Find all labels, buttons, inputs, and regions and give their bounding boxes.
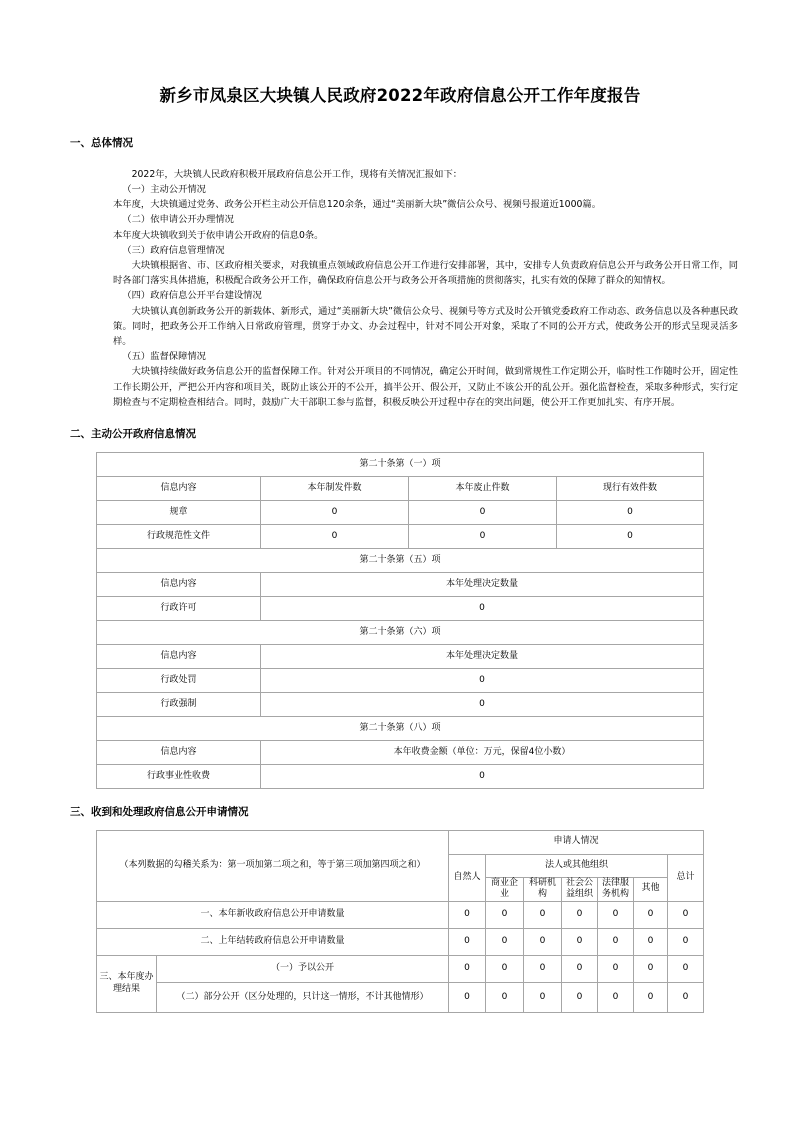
- row-label-admin-fees: 行政事业性收费: [97, 764, 261, 788]
- page-title: 新乡市凤泉区大块镇人民政府2022年政府信息公开工作年度报告: [159, 86, 641, 105]
- applications-table-wrap: [0, 821, 800, 1013]
- cell-value: 0: [562, 928, 598, 955]
- cell-value: 0: [409, 500, 557, 524]
- subsection-1-body: 本年度，大块镇通过党务、政务公开栏主动公开信息120余条，通过“美丽新大块”微信公众号、视频号报道近1000篇。: [113, 199, 601, 211]
- table-row: [97, 955, 704, 982]
- col-header-effective-count: 现行有效件数: [557, 476, 704, 500]
- col-header-info-content: 信息内容: [97, 476, 261, 500]
- row-label-fully-disclosed: （一）予以公开: [157, 955, 449, 982]
- col-header-legal-entity-group: 法人或其他组织: [486, 854, 668, 877]
- subsection-1-title: （一）主动公开情况: [122, 184, 206, 196]
- col-header-public-welfare-org: 社会公益组织: [562, 877, 598, 901]
- table-row: [97, 692, 704, 716]
- col-header-applicant-group: 申请人情况: [449, 830, 704, 854]
- table-row: [97, 982, 704, 1012]
- cell-value: 0: [598, 982, 634, 1012]
- row-label-carried-over-applications: 二、上年结转政府信息公开申请数量: [97, 928, 449, 955]
- cell-value: 0: [261, 524, 409, 548]
- section-heading-overview: 一、总体情况: [70, 137, 133, 150]
- row-label-admin-license: 行政许可: [97, 596, 261, 620]
- cell-value: 0: [486, 901, 524, 928]
- table-row: [97, 764, 704, 788]
- cell-value: 0: [486, 982, 524, 1012]
- col-header-info-content: 信息内容: [97, 644, 261, 668]
- cell-value: 0: [668, 982, 704, 1012]
- section-heading-applications: 三、收到和处理政府信息公开申请情况: [70, 805, 249, 818]
- cell-value: 0: [524, 955, 562, 982]
- cell-value: 0: [261, 692, 704, 716]
- cell-value: 0: [668, 955, 704, 982]
- cell-value: 0: [668, 928, 704, 955]
- col-header-other: 其他: [634, 877, 668, 901]
- col-header-decisions-count: 本年处理决定数量: [261, 644, 704, 668]
- table-row: [97, 524, 704, 548]
- col-header-fee-amount: 本年收费金额（单位：万元，保留4位小数）: [261, 740, 704, 764]
- cell-value: 0: [634, 982, 668, 1012]
- cell-value: 0: [524, 901, 562, 928]
- col-header-issued-count: 本年制发件数: [261, 476, 409, 500]
- cell-value: 0: [634, 928, 668, 955]
- band-label-item-1: 第二十条第（一）项: [97, 452, 704, 476]
- col-header-commercial-enterprise: 商业企业: [486, 877, 524, 901]
- cell-value: 0: [409, 524, 557, 548]
- cell-value: 0: [261, 596, 704, 620]
- table-header-row: [97, 740, 704, 764]
- band-label-item-6: 第二十条第（六）项: [97, 620, 704, 644]
- cell-value: 0: [449, 955, 486, 982]
- cell-value: 0: [562, 901, 598, 928]
- table-row: [97, 928, 704, 955]
- cell-value: 0: [486, 955, 524, 982]
- subsection-5-body: 大块镇持续做好政务信息公开的监督保障工作。针对公开项目的不同情况，确定公开时间，做到常规性工作定期公开，临时性工作随时公开，固定性工作长期公开，严把公开内容和项目关，既防止该公开的不公开，搞半公开、假公开，又防止不该公开的乱公开。强化监督检查，采取多种形式，实行定期检查与不定期检查相结合。同时，鼓励广大干部职工参与监督，积极反映公开过程中存在的突出问题，使公开工作更加扎实、有序开展。: [113, 366, 738, 408]
- subsection-3-body: 大块镇根据省、市、区政府相关要求，对我镇重点领域政府信息公开工作进行安排部署，其中，安排专人负责政府信息公开与政务公开日常工作，同时各部门落实具体措施，积极配合政务公开工作，确保政府信息公开与政务公开各项措施的贯彻落实，扎实有效的保障了群众的知情权。: [113, 260, 738, 287]
- overview-lead: 2022年，大块镇人民政府积极开展政府信息公开工作，现将有关情况汇报如下：: [131, 168, 463, 180]
- table-band-row: [97, 620, 704, 644]
- proactive-disclosure-table: [96, 452, 704, 789]
- cell-value: 0: [562, 982, 598, 1012]
- cell-value: 0: [261, 500, 409, 524]
- table-row: [97, 901, 704, 928]
- table-band-row: [97, 548, 704, 572]
- row-group-label-processing-results: 三、本年度办理结果: [97, 955, 157, 1012]
- cell-value: 0: [634, 901, 668, 928]
- proactive-disclosure-table-wrap: [0, 443, 800, 789]
- subsection-4-body: 大块镇认真创新政务公开的新载体、新形式，通过“美丽新大块”微信公众号、视频号等方式及时公开镇党委政府工作动态、政务信息以及各种惠民政策。同时，把政务公开工作纳入日常政府管理，贯穿于办文、办会过程中，针对不同公开对象，采取了不同的公开方式，使政务公开的形式呈现灵活多样。: [113, 305, 738, 348]
- band-label-item-8: 第二十条第（八）项: [97, 716, 704, 740]
- table-header-row: [97, 476, 704, 500]
- section-overview-body: [0, 152, 800, 410]
- row-label-normative-documents: 行政规范性文件: [97, 524, 261, 548]
- cell-value: 0: [598, 901, 634, 928]
- cell-value: 0: [598, 928, 634, 955]
- row-label-admin-coercion: 行政强制: [97, 692, 261, 716]
- table-band-row: [97, 716, 704, 740]
- cell-value: 0: [486, 928, 524, 955]
- cell-value: 0: [598, 955, 634, 982]
- cell-value: 0: [634, 955, 668, 982]
- subsection-5-title: （五）监督保障情况: [122, 351, 206, 363]
- cell-value: 0: [261, 668, 704, 692]
- row-label-new-applications: 一、本年新收政府信息公开申请数量: [97, 901, 449, 928]
- col-header-legal-service-org: 法律服务机构: [598, 877, 634, 901]
- row-label-admin-penalty: 行政处罚: [97, 668, 261, 692]
- cell-value: 0: [668, 901, 704, 928]
- cell-value: 0: [449, 928, 486, 955]
- row-label-regulations: 规章: [97, 500, 261, 524]
- cell-value: 0: [261, 764, 704, 788]
- applications-table: [96, 830, 704, 1013]
- table-header-row: [97, 572, 704, 596]
- col-header-info-content: 信息内容: [97, 740, 261, 764]
- subsection-4-title: （四）政府信息公开平台建设情况: [122, 290, 262, 302]
- cell-value: 0: [449, 901, 486, 928]
- col-header-research-institution: 科研机构: [524, 877, 562, 901]
- cell-value: 0: [524, 982, 562, 1012]
- subsection-2-title: （二）依申请公开办理情况: [122, 214, 234, 226]
- table-header-row: [97, 830, 704, 854]
- col-header-repealed-count: 本年废止件数: [409, 476, 557, 500]
- cell-value: 0: [557, 524, 704, 548]
- subsection-3-title: （三）政府信息管理情况: [122, 244, 225, 256]
- cell-value: 0: [562, 955, 598, 982]
- table-header-row: [97, 644, 704, 668]
- cell-value: 0: [449, 982, 486, 1012]
- col-header-natural-person: 自然人: [449, 854, 486, 901]
- subsection-2-body: 本年度大块镇收到关于依申请公开政府的信息0条。: [113, 229, 324, 241]
- table-row: [97, 596, 704, 620]
- col-header-decisions-count: 本年处理决定数量: [261, 572, 704, 596]
- table-note-reconciliation: （本列数据的勾稽关系为：第一项加第二项之和，等于第三项加第四项之和）: [97, 830, 449, 901]
- band-label-item-5: 第二十条第（五）项: [97, 548, 704, 572]
- col-header-total: 总计: [668, 854, 704, 901]
- table-row: [97, 668, 704, 692]
- cell-value: 0: [524, 928, 562, 955]
- section-heading-proactive-disclosure: 二、主动公开政府信息情况: [70, 428, 196, 441]
- table-band-row: [97, 452, 704, 476]
- cell-value: 0: [557, 500, 704, 524]
- row-label-partially-disclosed: （二）部分公开（区分处理的，只计这一情形，不计其他情形）: [157, 982, 449, 1012]
- table-row: [97, 500, 704, 524]
- col-header-info-content: 信息内容: [97, 572, 261, 596]
